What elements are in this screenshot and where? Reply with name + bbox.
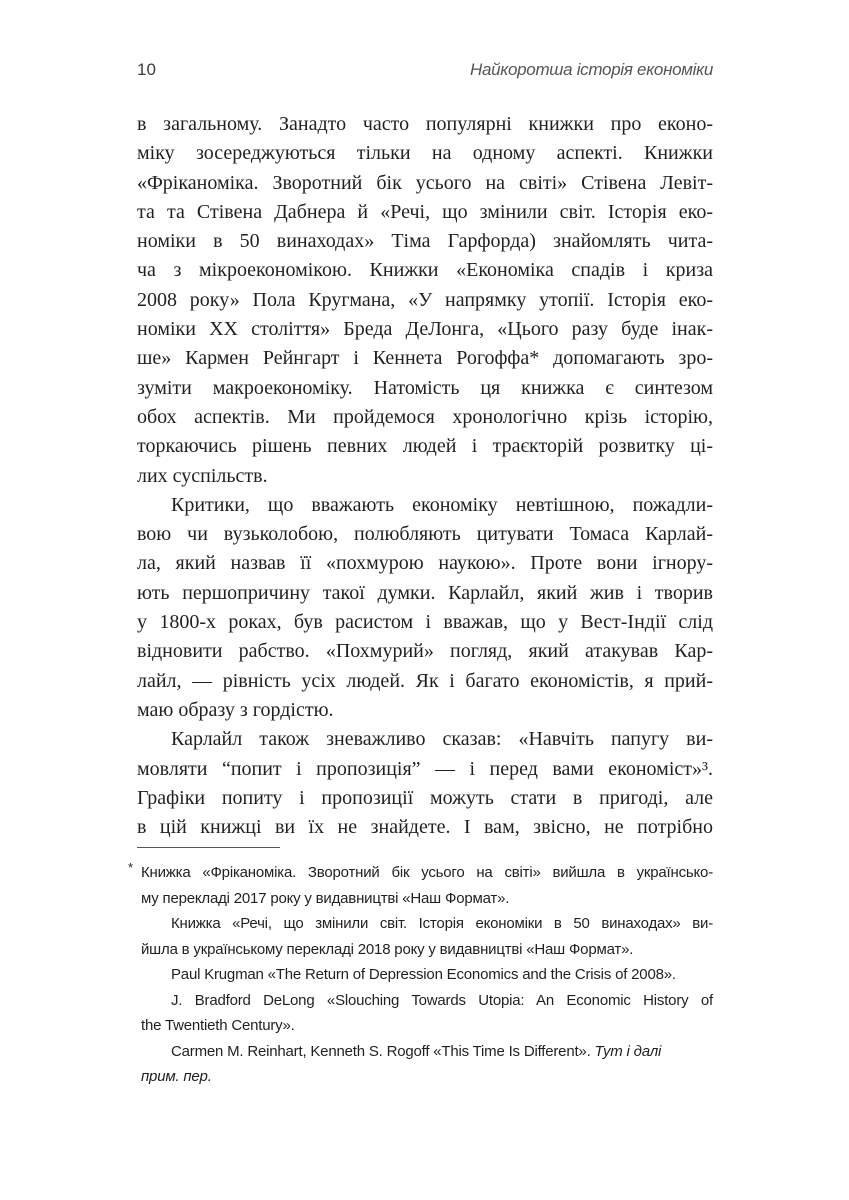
footnote-line [141, 1064, 713, 1090]
footnote-line: Книжка «Речі, що змінили світ. Історія економіки в 50 винаходах» ви- [171, 915, 713, 932]
footnote-divider [137, 847, 280, 848]
footnotes [128, 860, 713, 1090]
text-line: ше» Кармен Рейнгарт і Кеннета Рогоффа* допомагають зро- [137, 347, 713, 370]
text-line: відновити рабство. «Похмурий» погляд, який атакував Кар- [137, 640, 713, 663]
text-line: в загальному. Занадто часто популярні книжки про еконо- [137, 113, 713, 135]
running-title: Найкоротша історія економіки [469, 60, 713, 79]
footnote-line: му перекладі 2017 року у видавництві «Наш Формат». [141, 889, 510, 907]
text-line: лих суспільств. [137, 464, 268, 487]
text-line: мовляти “попит і пропозиція” — і перед вами економіст»³. [137, 757, 713, 780]
translator-note: прим. пер. [141, 1068, 212, 1085]
body-text [137, 110, 713, 842]
text-line: номіки XX століття» Бреда ДеЛонга, «Цього разу буде інак- [137, 318, 713, 341]
text-line: міку зосереджуються тільки на одному аспекті. Книжки [137, 142, 713, 165]
text-line: торкаючись рішень певних людей і траєкторій розвитку ці- [137, 435, 713, 458]
text-line: вою чи вузьколобою, полюбляють цитувати Томаса Карлай- [137, 523, 713, 546]
footnote-line: the Twentieth Century». [141, 1017, 295, 1034]
footnote-line: Книжка «Фріканоміка. Зворотний бік усього на світі» вийшла в українсько- [141, 864, 713, 881]
text-line: маю образу з гордістю. [137, 698, 334, 721]
page-number: 10 [137, 60, 156, 79]
footnote-line: Paul Krugman «The Return of Depression Economics and the Crisis of 2008». [171, 966, 676, 983]
text-line: ють першопричину такої думки. Карлайл, який жив і творив [137, 581, 713, 604]
text-line: Карлайл також зневажливо сказав: «Навчіть папугу ви- [171, 728, 713, 751]
translator-note: Тут і далі [594, 1042, 662, 1060]
footnote-line: йшла в українському перекладі 2018 року у видавництві «Наш Формат». [141, 940, 634, 958]
text-line: номіки в 50 винаходах» Тіма Гарфорда) знайомлять чита- [137, 230, 713, 253]
text-line: в цій книжці ви їх не знайдете. І вам, звісно, не потрібно [137, 816, 713, 839]
text-line: лайл, — рівність усіх людей. Як і багато економістів, я прий- [137, 669, 713, 692]
text-line: обох аспектів. Ми пройдемося хронологічно крізь історію, [137, 405, 713, 428]
text-line: у 1800-х роках, був расистом і вважав, що у Вест-Індії слід [137, 611, 713, 634]
text-line: ча з мікроекономікою. Книжки «Економіка спадів і криза [137, 259, 713, 282]
footnote-text: Carmen M. Reinhart, Kenneth S. Rogoff «This Time Is Different». [171, 1042, 591, 1060]
text-line: зуміти макроекономіку. Натомість ця книжка є синтезом [137, 376, 713, 399]
text-line: та та Стівена Дабнера й «Речі, що змінили світ. Історія еко- [137, 200, 713, 223]
footnote-line: J. Bradford DeLong «Slouching Towards Utopia: An Economic History of [171, 991, 713, 1009]
text-line: Графіки попиту і пропозиції можуть стати в пригоді, але [137, 786, 713, 809]
footnote-line [141, 1039, 713, 1065]
text-line: «Фріканоміка. Зворотний бік усього на світі» Стівена Левіт- [137, 171, 713, 194]
text-line: 2008 року» Пола Кругмана, «У напрямку утопії. Історія еко- [137, 288, 713, 311]
text-line: Критики, що вважають економіку невтішною, пожадли- [171, 493, 713, 516]
text-line: ла, який назвав її «похмурою наукою». Проте вони ігнору- [137, 552, 713, 575]
footnote-marker: * [128, 860, 133, 875]
